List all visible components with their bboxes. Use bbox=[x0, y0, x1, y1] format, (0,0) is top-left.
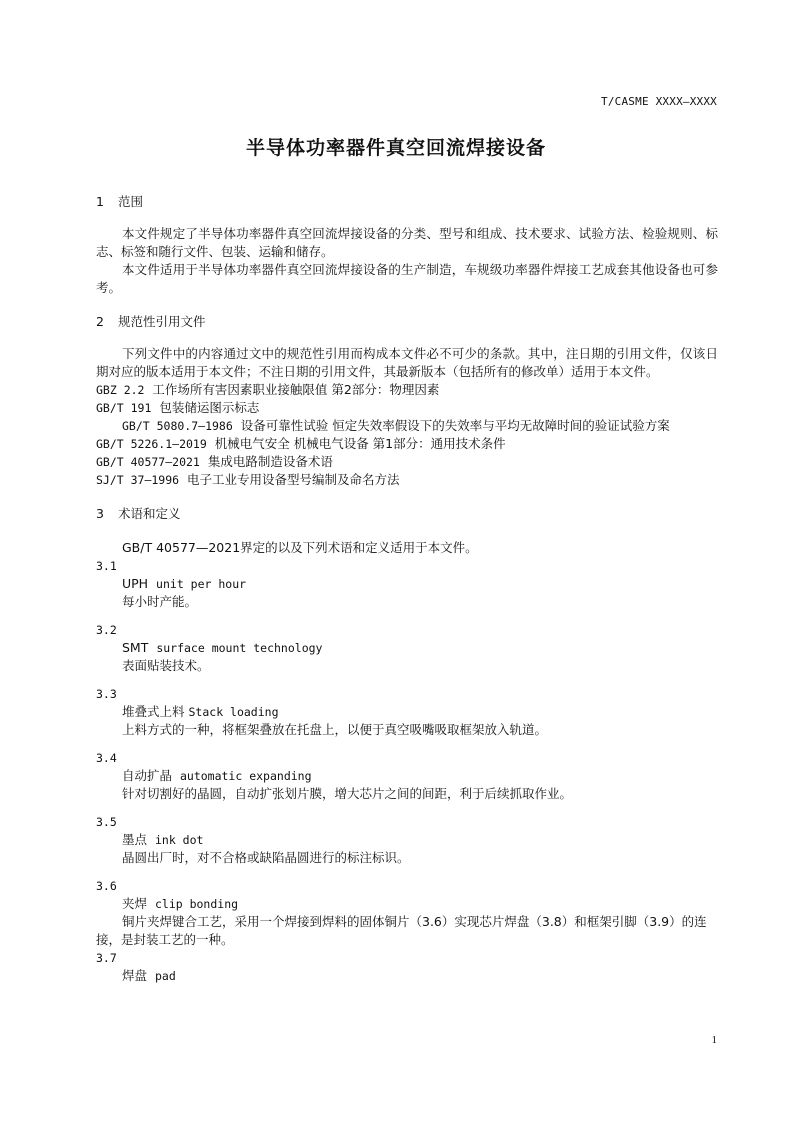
term-number: 3.2 bbox=[96, 623, 117, 637]
reference-item bbox=[96, 471, 718, 489]
term-en: unit per hour bbox=[156, 577, 247, 591]
reference-code: GB/T 5080.7—1986 bbox=[122, 419, 233, 433]
section-scope bbox=[96, 193, 718, 297]
term-name bbox=[122, 831, 718, 849]
reference-code: GBZ 2.2 bbox=[96, 383, 145, 397]
reference-name: 机械电气安全 机械电气设备 第1部分：通用技术条件 bbox=[214, 436, 506, 451]
term-entry bbox=[96, 813, 718, 867]
term-entry bbox=[96, 557, 718, 611]
term-definition: 针对切割好的晶圆，自动扩张划片膜，增大芯片之间的间距，利于后续抓取作业。 bbox=[122, 786, 573, 801]
section-number: 1 bbox=[96, 194, 104, 209]
reference-name: 集成电路制造设备术语 bbox=[207, 454, 333, 469]
section-title: 范围 bbox=[118, 194, 144, 209]
term-cn: 焊盘 bbox=[122, 968, 148, 983]
reference-item bbox=[96, 399, 718, 417]
section-heading bbox=[96, 313, 718, 331]
term-cn: 夹焊 bbox=[122, 896, 148, 911]
reference-name: 工作场所有害因素职业接触限值 第2部分：物理因素 bbox=[152, 382, 440, 397]
term-definition: 上料方式的一种，将框架叠放在托盘上，以便于真空吸嘴吸取框架放入轨道。 bbox=[122, 722, 548, 737]
term-cn: 自动扩晶 bbox=[122, 768, 173, 783]
section-title: 规范性引用文件 bbox=[118, 314, 206, 329]
term-en: clip bonding bbox=[154, 897, 239, 911]
reference-code: SJ/T 37—1996 bbox=[96, 473, 180, 487]
section-terms bbox=[96, 505, 718, 985]
reference-name: 包装储运图示标志 bbox=[159, 400, 260, 415]
page-number: 1 bbox=[711, 1034, 717, 1046]
term-entry bbox=[96, 877, 718, 949]
paragraph: 本文件适用于半导体功率器件真空回流焊接设备的生产制造，车规级功率器件焊接工艺成套其他设备也可参考。 bbox=[96, 262, 718, 295]
reference-code: GB/T 5226.1—2019 bbox=[96, 437, 207, 451]
term-entry bbox=[96, 749, 718, 803]
paragraph: 下列文件中的内容通过文中的规范性引用而构成本文件必不可少的条款。其中，注日期的引用文件，仅该日期对应的版本适用于本文件；不注日期的引用文件，其最新版本（包括所有的修改单）适用于本文件。 bbox=[96, 346, 718, 379]
term-entry bbox=[96, 685, 718, 739]
term-name bbox=[122, 967, 718, 985]
section-title: 术语和定义 bbox=[118, 506, 181, 521]
reference-name: 设备可靠性试验 恒定失效率假设下的失效率与平均无故障时间的验证试验方案 bbox=[240, 418, 670, 433]
term-en: Stack loading bbox=[188, 705, 279, 719]
term-number: 3.3 bbox=[96, 687, 117, 701]
document-code: T/CASME XXXX—XXXX bbox=[601, 95, 717, 108]
term-number: 3.6 bbox=[96, 879, 117, 893]
term-entry bbox=[96, 621, 718, 675]
term-entry bbox=[96, 949, 718, 985]
term-cn: SMT bbox=[122, 640, 149, 655]
term-definition: 铜片夹焊键合工艺，采用一个焊接到焊料的固体铜片（3.6）实现芯片焊盘（3.8）和框架引脚（3.9）的连接，是封装工艺的一种。 bbox=[96, 914, 707, 947]
section-heading bbox=[96, 193, 718, 211]
paragraph: GB/T 40577—2021界定的以及下列术语和定义适用于本文件。 bbox=[122, 540, 478, 555]
reference-item bbox=[96, 381, 718, 399]
term-definition: 晶圆出厂时，对不合格或缺陷晶圆进行的标注标识。 bbox=[122, 850, 410, 865]
term-name bbox=[122, 639, 718, 657]
page-title: 半导体功率器件真空回流焊接设备 bbox=[245, 137, 546, 159]
term-number: 3.5 bbox=[96, 815, 117, 829]
paragraph: 本文件规定了半导体功率器件真空回流焊接设备的分类、型号和组成、技术要求、试验方法、检验规则、标志、标签和随行文件、包装、运输和储存。 bbox=[96, 226, 718, 259]
term-cn: 堆叠式上料 bbox=[122, 704, 185, 719]
term-name bbox=[122, 703, 718, 721]
term-number: 3.1 bbox=[96, 559, 117, 573]
reference-code: GB/T 191 bbox=[96, 401, 152, 415]
reference-item bbox=[96, 435, 718, 453]
reference-name: 电子工业专用设备型号编制及命名方法 bbox=[187, 472, 400, 487]
term-name bbox=[122, 895, 718, 913]
term-number: 3.4 bbox=[96, 751, 117, 765]
section-number: 2 bbox=[96, 314, 104, 329]
section-references bbox=[96, 313, 718, 489]
term-en: ink dot bbox=[154, 833, 204, 847]
document-body bbox=[96, 193, 718, 985]
term-en: pad bbox=[154, 969, 176, 983]
reference-item bbox=[96, 453, 718, 471]
term-definition: 每小时产能。 bbox=[122, 594, 198, 609]
reference-code: GB/T 40577—2021 bbox=[96, 455, 200, 469]
term-definition: 表面贴装技术。 bbox=[122, 658, 210, 673]
term-cn: 墨点 bbox=[122, 832, 148, 847]
term-number: 3.7 bbox=[96, 951, 117, 965]
reference-item bbox=[96, 417, 718, 435]
section-number: 3 bbox=[96, 506, 104, 521]
term-en: automatic expanding bbox=[179, 769, 312, 783]
term-name bbox=[122, 575, 718, 593]
section-heading bbox=[96, 505, 718, 523]
term-cn: UPH bbox=[122, 576, 149, 591]
term-en: surface mount technology bbox=[156, 641, 323, 655]
term-name bbox=[122, 767, 718, 785]
